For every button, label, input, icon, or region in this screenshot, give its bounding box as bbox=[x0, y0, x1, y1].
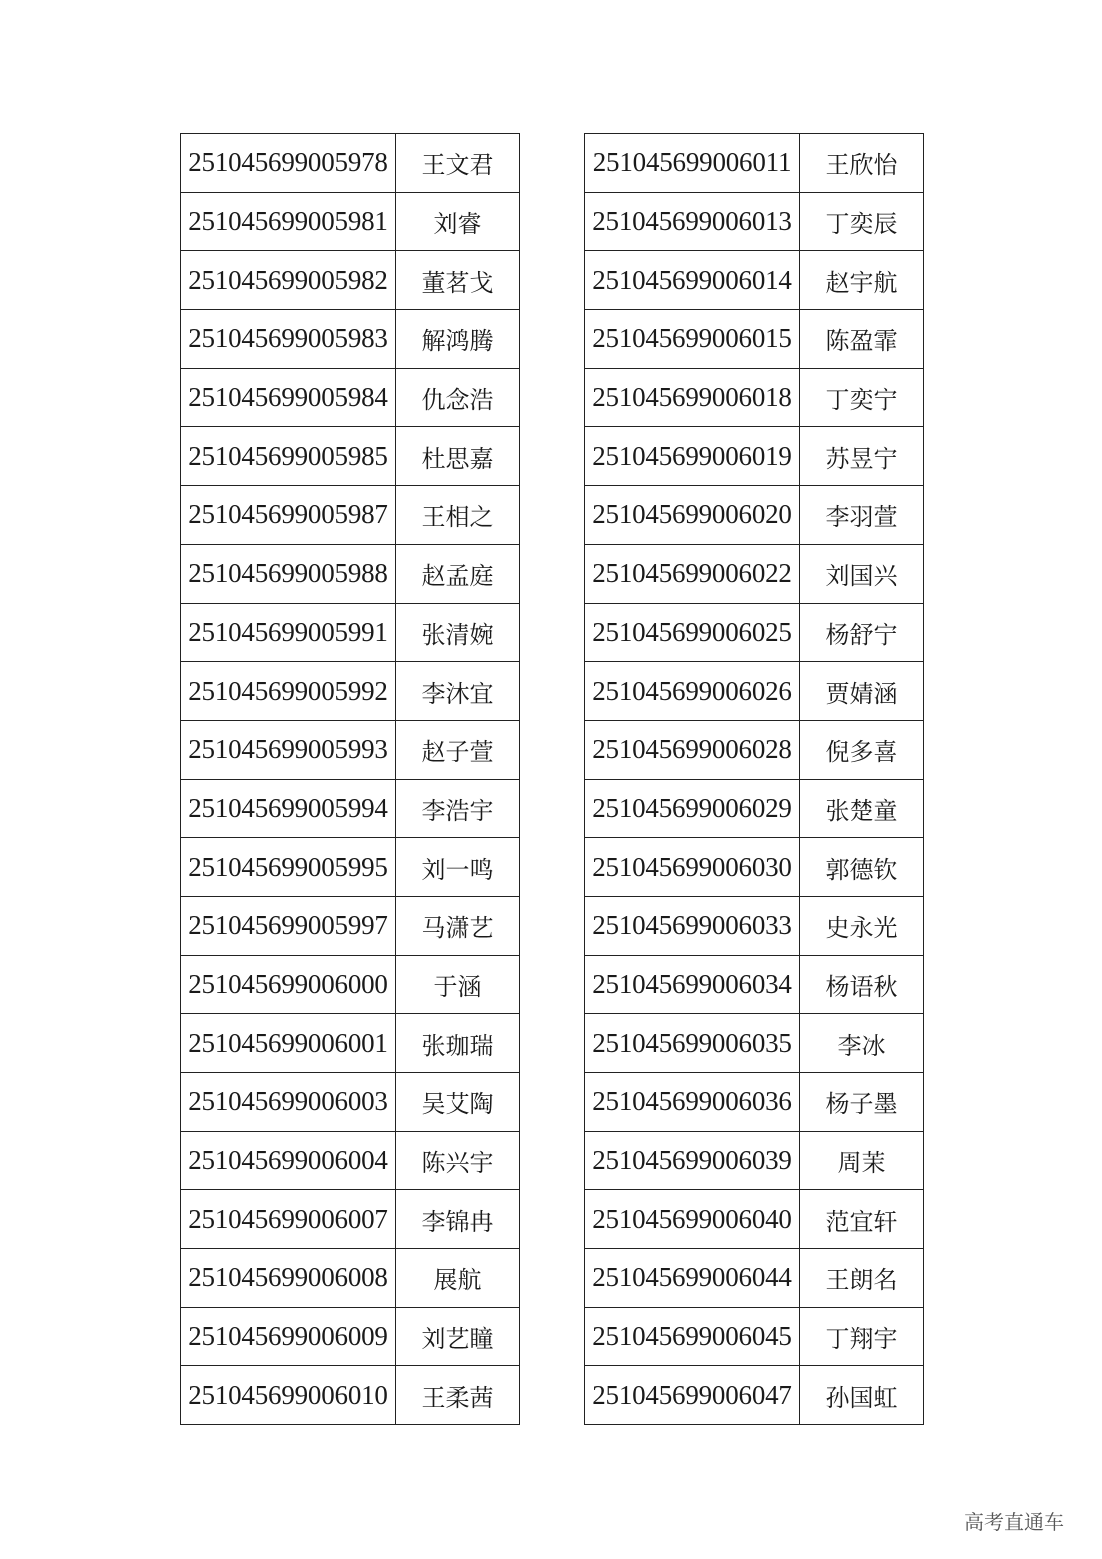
exam-number-cell: 251045699006018 bbox=[585, 368, 800, 427]
exam-number-cell: 251045699006026 bbox=[585, 662, 800, 721]
exam-number-cell: 251045699006013 bbox=[585, 192, 800, 251]
table-row bbox=[585, 720, 924, 779]
student-name-cell: 孙国虹 bbox=[800, 1366, 924, 1425]
student-name-cell: 范宜轩 bbox=[800, 1190, 924, 1249]
exam-number-cell: 251045699006007 bbox=[181, 1190, 396, 1249]
student-name-cell: 丁奕宁 bbox=[800, 368, 924, 427]
table-row bbox=[585, 1249, 924, 1308]
exam-number-cell: 251045699005984 bbox=[181, 368, 396, 427]
exam-number-cell: 251045699006015 bbox=[585, 310, 800, 369]
exam-number-cell: 251045699006028 bbox=[585, 720, 800, 779]
table-row bbox=[585, 838, 924, 897]
table-row bbox=[181, 1014, 520, 1073]
exam-number-cell: 251045699006039 bbox=[585, 1131, 800, 1190]
exam-number-cell: 251045699006025 bbox=[585, 603, 800, 662]
exam-number-cell: 251045699006003 bbox=[181, 1073, 396, 1132]
table-row bbox=[181, 1366, 520, 1425]
student-name-cell: 李冰 bbox=[800, 1014, 924, 1073]
student-name-cell: 刘国兴 bbox=[800, 544, 924, 603]
exam-number-cell: 251045699006011 bbox=[585, 134, 800, 193]
exam-number-cell: 251045699006020 bbox=[585, 486, 800, 545]
exam-number-cell: 251045699005997 bbox=[181, 896, 396, 955]
student-name-cell: 吴艾陶 bbox=[396, 1073, 520, 1132]
student-name-cell: 刘一鸣 bbox=[396, 838, 520, 897]
student-name-cell: 马潇艺 bbox=[396, 896, 520, 955]
table-row bbox=[585, 662, 924, 721]
exam-number-cell: 251045699005991 bbox=[181, 603, 396, 662]
student-name-cell: 丁奕辰 bbox=[800, 192, 924, 251]
student-name-cell: 王欣怡 bbox=[800, 134, 924, 193]
student-name-cell: 刘艺瞳 bbox=[396, 1307, 520, 1366]
right-roster-table bbox=[584, 133, 924, 1425]
exam-number-cell: 251045699005987 bbox=[181, 486, 396, 545]
exam-number-cell: 251045699006019 bbox=[585, 427, 800, 486]
table-row bbox=[585, 1366, 924, 1425]
student-name-cell: 刘睿 bbox=[396, 192, 520, 251]
exam-number-cell: 251045699006047 bbox=[585, 1366, 800, 1425]
exam-number-cell: 251045699006040 bbox=[585, 1190, 800, 1249]
exam-number-cell: 251045699006044 bbox=[585, 1249, 800, 1308]
exam-number-cell: 251045699006034 bbox=[585, 955, 800, 1014]
student-name-cell: 史永光 bbox=[800, 896, 924, 955]
exam-number-cell: 251045699005982 bbox=[181, 251, 396, 310]
student-name-cell: 倪多喜 bbox=[800, 720, 924, 779]
student-name-cell: 张楚童 bbox=[800, 779, 924, 838]
table-row bbox=[181, 662, 520, 721]
student-name-cell: 丁翔宇 bbox=[800, 1307, 924, 1366]
student-name-cell: 李锦冉 bbox=[396, 1190, 520, 1249]
table-row bbox=[585, 1014, 924, 1073]
table-row bbox=[181, 955, 520, 1014]
exam-number-cell: 251045699006045 bbox=[585, 1307, 800, 1366]
student-name-cell: 解鸿腾 bbox=[396, 310, 520, 369]
table-row bbox=[181, 838, 520, 897]
watermark: 高考直通车 bbox=[964, 1510, 1064, 1534]
student-name-cell: 杨舒宁 bbox=[800, 603, 924, 662]
table-row bbox=[181, 486, 520, 545]
exam-number-cell: 251045699006010 bbox=[181, 1366, 396, 1425]
table-row bbox=[181, 720, 520, 779]
exam-number-cell: 251045699005994 bbox=[181, 779, 396, 838]
table-row bbox=[585, 896, 924, 955]
table-row bbox=[585, 1307, 924, 1366]
student-name-cell: 于涵 bbox=[396, 955, 520, 1014]
exam-number-cell: 251045699005985 bbox=[181, 427, 396, 486]
table-row bbox=[585, 779, 924, 838]
exam-number-cell: 251045699006035 bbox=[585, 1014, 800, 1073]
exam-number-cell: 251045699005981 bbox=[181, 192, 396, 251]
table-row bbox=[585, 955, 924, 1014]
student-name-cell: 周茉 bbox=[800, 1131, 924, 1190]
table-row bbox=[181, 1073, 520, 1132]
table-row bbox=[181, 192, 520, 251]
student-name-cell: 李浩宇 bbox=[396, 779, 520, 838]
table-row bbox=[585, 486, 924, 545]
table-row bbox=[181, 779, 520, 838]
table-row bbox=[181, 251, 520, 310]
exam-number-cell: 251045699006036 bbox=[585, 1073, 800, 1132]
student-name-cell: 李羽萱 bbox=[800, 486, 924, 545]
student-name-cell: 贾婧涵 bbox=[800, 662, 924, 721]
student-name-cell: 苏昱宁 bbox=[800, 427, 924, 486]
table-row bbox=[181, 603, 520, 662]
exam-number-cell: 251045699006030 bbox=[585, 838, 800, 897]
student-name-cell: 赵子萱 bbox=[396, 720, 520, 779]
table-row bbox=[585, 251, 924, 310]
student-name-cell: 王柔茜 bbox=[396, 1366, 520, 1425]
table-row bbox=[181, 544, 520, 603]
exam-number-cell: 251045699006022 bbox=[585, 544, 800, 603]
table-row bbox=[181, 368, 520, 427]
student-name-cell: 展航 bbox=[396, 1249, 520, 1308]
exam-number-cell: 251045699005992 bbox=[181, 662, 396, 721]
exam-number-cell: 251045699006001 bbox=[181, 1014, 396, 1073]
table-row bbox=[181, 1131, 520, 1190]
exam-number-cell: 251045699006004 bbox=[181, 1131, 396, 1190]
exam-number-cell: 251045699005983 bbox=[181, 310, 396, 369]
table-row bbox=[585, 1190, 924, 1249]
table-row bbox=[585, 192, 924, 251]
table-row bbox=[181, 134, 520, 193]
table-row bbox=[585, 1073, 924, 1132]
exam-number-cell: 251045699006033 bbox=[585, 896, 800, 955]
table-row bbox=[181, 1190, 520, 1249]
table-row bbox=[585, 134, 924, 193]
exam-number-cell: 251045699006029 bbox=[585, 779, 800, 838]
student-name-cell: 杜思嘉 bbox=[396, 427, 520, 486]
student-name-cell: 王朗名 bbox=[800, 1249, 924, 1308]
exam-number-cell: 251045699006000 bbox=[181, 955, 396, 1014]
exam-number-cell: 251045699006009 bbox=[181, 1307, 396, 1366]
exam-number-cell: 251045699005988 bbox=[181, 544, 396, 603]
student-name-cell: 赵孟庭 bbox=[396, 544, 520, 603]
table-row bbox=[181, 310, 520, 369]
left-roster-table bbox=[180, 133, 520, 1425]
student-name-cell: 董茗戈 bbox=[396, 251, 520, 310]
student-name-cell: 张珈瑞 bbox=[396, 1014, 520, 1073]
table-row bbox=[181, 427, 520, 486]
table-row bbox=[585, 544, 924, 603]
student-name-cell: 仇念浩 bbox=[396, 368, 520, 427]
table-row bbox=[181, 1249, 520, 1308]
student-name-cell: 王文君 bbox=[396, 134, 520, 193]
table-row bbox=[181, 1307, 520, 1366]
table-row bbox=[585, 368, 924, 427]
table-row bbox=[585, 427, 924, 486]
table-row bbox=[585, 310, 924, 369]
student-name-cell: 赵宇航 bbox=[800, 251, 924, 310]
exam-number-cell: 251045699006008 bbox=[181, 1249, 396, 1308]
exam-number-cell: 251045699005995 bbox=[181, 838, 396, 897]
student-name-cell: 李沐宜 bbox=[396, 662, 520, 721]
student-name-cell: 陈盈霏 bbox=[800, 310, 924, 369]
exam-number-cell: 251045699005993 bbox=[181, 720, 396, 779]
exam-number-cell: 251045699005978 bbox=[181, 134, 396, 193]
student-name-cell: 杨子墨 bbox=[800, 1073, 924, 1132]
student-name-cell: 杨语秋 bbox=[800, 955, 924, 1014]
table-row bbox=[181, 896, 520, 955]
student-name-cell: 张清婉 bbox=[396, 603, 520, 662]
student-name-cell: 陈兴宇 bbox=[396, 1131, 520, 1190]
student-name-cell: 郭德钦 bbox=[800, 838, 924, 897]
student-name-cell: 王相之 bbox=[396, 486, 520, 545]
exam-number-cell: 251045699006014 bbox=[585, 251, 800, 310]
table-row bbox=[585, 1131, 924, 1190]
table-row bbox=[585, 603, 924, 662]
